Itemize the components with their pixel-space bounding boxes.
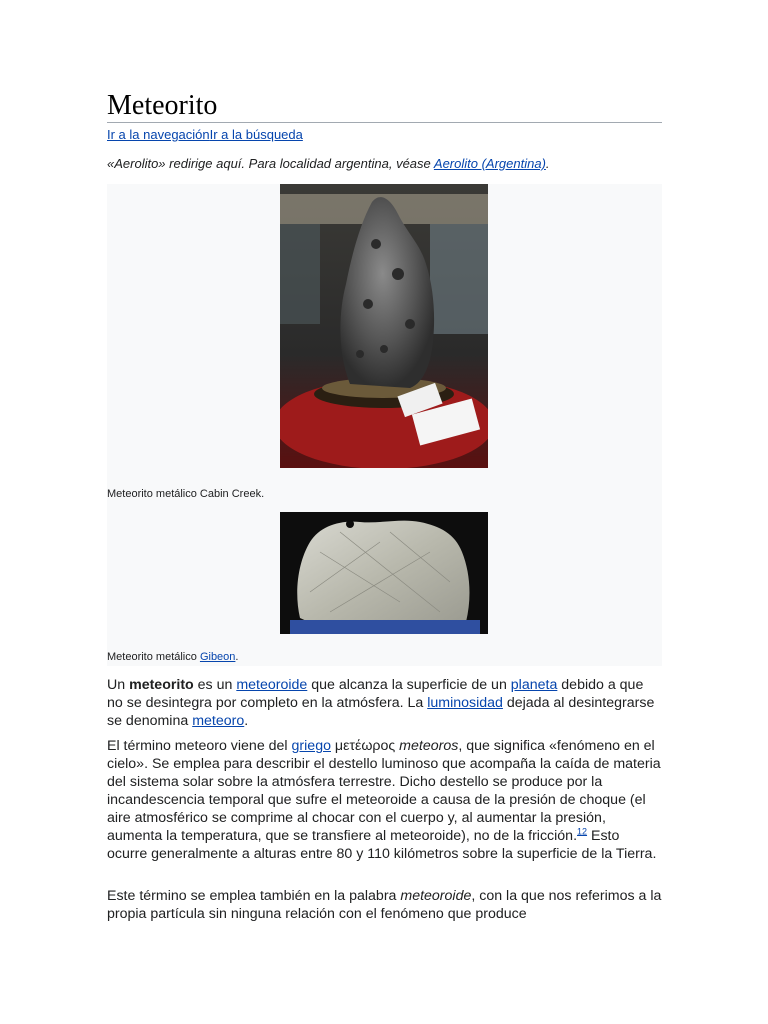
planeta-link[interactable]: planeta xyxy=(510,677,558,693)
hatnote-link[interactable]: Aerolito (Argentina) xyxy=(433,156,546,171)
text: Esto ocurre generalmente a alturas entre 80 y 110 kilómetros sobre la superficie de la Tierra. xyxy=(107,828,657,862)
text: , con la que nos referimos a la propia partícula sin ninguna relación con el fenómeno que produce xyxy=(107,888,662,922)
skip-to-search-link[interactable]: Ir a la búsqueda xyxy=(209,127,303,142)
bold-term: meteorito xyxy=(129,677,194,693)
skip-links xyxy=(107,127,303,143)
text: El término meteoro viene del xyxy=(107,738,292,754)
griego-link[interactable]: griego xyxy=(291,738,331,754)
caption-gibeon xyxy=(107,650,238,664)
text: Un xyxy=(107,677,130,693)
hatnote xyxy=(107,155,550,172)
text: debido a que no se desintegra por completo en la atmósfera. La xyxy=(107,677,644,711)
skip-to-navigation-link[interactable]: Ir a la navegación xyxy=(107,127,210,142)
text: que alcanza la superficie de un xyxy=(307,677,511,693)
paragraph-etymology xyxy=(107,737,662,863)
text: Este término se emplea también en la palabra xyxy=(107,888,401,904)
gibeon-link[interactable]: Gibeon xyxy=(199,651,236,663)
reference-link[interactable]: 12 xyxy=(577,826,588,837)
italic-term: meteoros xyxy=(399,738,459,754)
image-gallery xyxy=(107,184,662,666)
cabin-creek-meteorite-image[interactable] xyxy=(280,184,488,468)
hatnote-text: «Aerolito» redirige aquí. Para localidad argentina, véase xyxy=(107,156,434,171)
text: es un xyxy=(193,677,237,693)
gibeon-meteorite-image[interactable] xyxy=(280,512,488,634)
caption-gibeon-suffix: . xyxy=(235,651,239,663)
text: , que significa «fenómeno en el cielo». Se emplea para describir el destello luminoso que acompaña la caída de materia del sistema solar sobre la atmósfera terrestre. Dicho destello se produce por la incandescencia temporal que sufre el meteoroide a causa de la presión de choque (el aire atmosférico se comprime al chocar con el cuerpo y, al aumentar la presión, aumenta la temperatura, que se transfiere al meteoroide), no de la fricción. xyxy=(107,738,661,844)
paragraph-meteoroide xyxy=(107,887,662,923)
text: dejada al desintegrarse se denomina xyxy=(107,695,655,729)
hatnote-suffix: . xyxy=(545,156,550,171)
luminosidad-link[interactable]: luminosidad xyxy=(427,695,503,711)
italic-term: meteoroide xyxy=(400,888,472,904)
page-title: Meteorito xyxy=(107,89,662,123)
caption-gibeon-text: Meteorito metálico xyxy=(107,651,200,663)
meteoro-link[interactable]: meteoro xyxy=(192,713,245,729)
caption-cabin-creek: Meteorito metálico Cabin Creek. xyxy=(107,488,265,500)
text: μετέωρος xyxy=(330,738,400,754)
paragraph-intro xyxy=(107,676,662,730)
meteoroide-link[interactable]: meteoroide xyxy=(236,677,308,693)
text: . xyxy=(244,713,249,729)
